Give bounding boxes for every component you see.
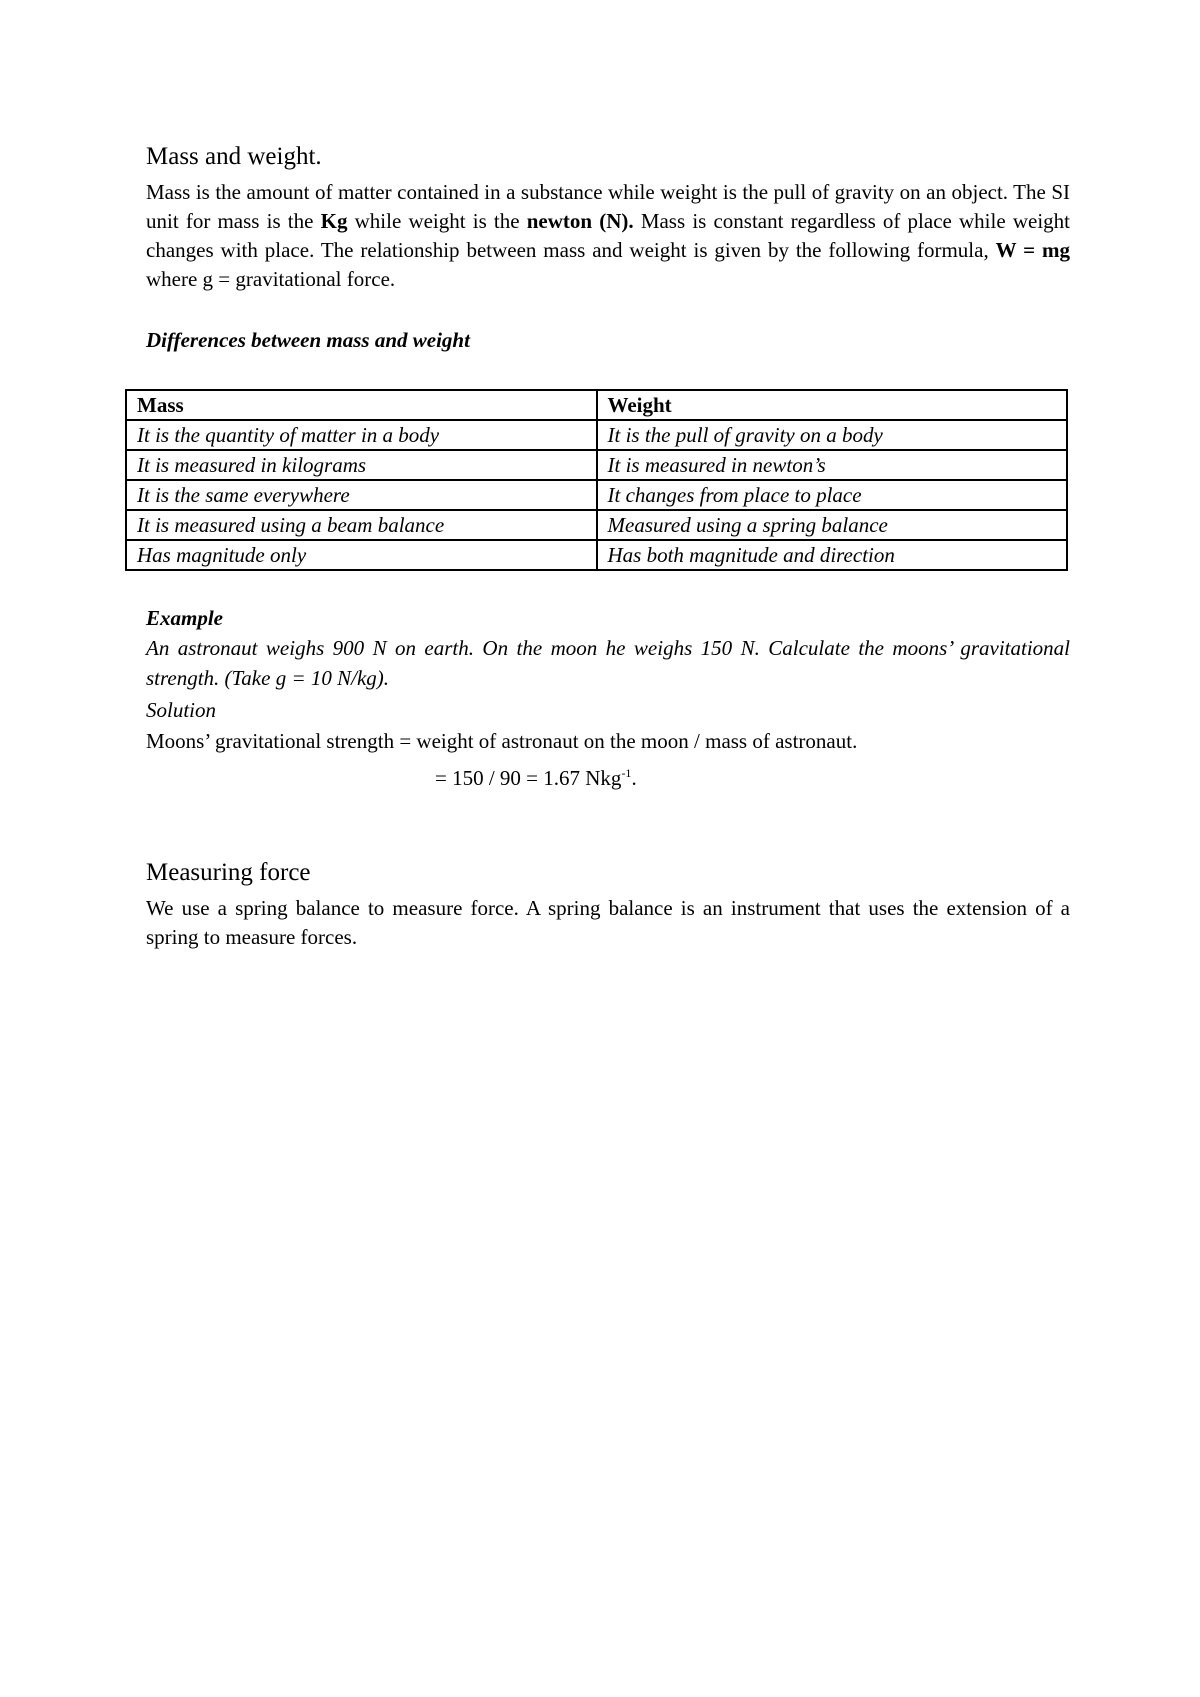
document-page [137, 140, 1070, 952]
differences-heading: Differences between mass and weight [146, 328, 470, 352]
table-header-row [126, 390, 1067, 420]
table-row [126, 540, 1067, 570]
table-cell: It is the same everywhere [126, 480, 597, 510]
bold-formula: W = mg [995, 238, 1070, 262]
example-block [146, 603, 1070, 794]
mass-weight-paragraph: Mass is the amount of matter contained in a substance while weight is the pull of gravity on an object. The SI unit for mass is the Kg while weight is the newton (N). Mass is constant regardless of place while weight changes with place. The relationship between mass and weight is given by the following formula, W = mg where g = gravitational force. [146, 180, 1070, 291]
table-cell: It is the quantity of matter in a body [126, 420, 597, 450]
example-question: An astronaut weighs 900 N on earth. On the moon he weighs 150 N. Calculate the moons’ gravitational strength. (Take g = 10 N/kg). [146, 636, 1070, 690]
solution-result: = 150 / 90 = 1.67 Nkg$^{-1}$. [435, 766, 637, 790]
table-cell: It is measured in newton’s [597, 450, 1068, 480]
table-cell: It is measured using a beam balance [126, 510, 597, 540]
table-row [126, 480, 1067, 510]
exponent: -1 [621, 766, 632, 780]
header-weight: Weight [597, 390, 1068, 420]
solution-label: Solution [146, 698, 217, 722]
table-row [126, 510, 1067, 540]
table-cell: Measured using a spring balance [597, 510, 1068, 540]
differences-table [125, 389, 1068, 571]
section-title-mass-weight: Mass and weight. [146, 143, 322, 170]
table-cell: It is the pull of gravity on a body [597, 420, 1068, 450]
solution-line: Moons’ gravitational strength = weight of astronaut on the moon / mass of astronaut. [146, 729, 858, 753]
table-row [126, 420, 1067, 450]
bold-kg: Kg [320, 209, 348, 233]
bold-newton: newton (N). [526, 209, 634, 233]
example-title: Example [146, 606, 223, 630]
measuring-force-section [146, 856, 1070, 952]
section-title-measuring-force: Measuring force [146, 859, 311, 886]
table-cell: It changes from place to place [597, 480, 1068, 510]
table-row [126, 450, 1067, 480]
table-cell: Has both magnitude and direction [597, 540, 1068, 570]
measuring-force-paragraph: We use a spring balance to measure force. A spring balance is an instrument that uses the extension of a spring to measure forces. [146, 896, 1070, 949]
header-mass: Mass [126, 390, 597, 420]
table-cell: Has magnitude only [126, 540, 597, 570]
table-cell: It is measured in kilograms [126, 450, 597, 480]
